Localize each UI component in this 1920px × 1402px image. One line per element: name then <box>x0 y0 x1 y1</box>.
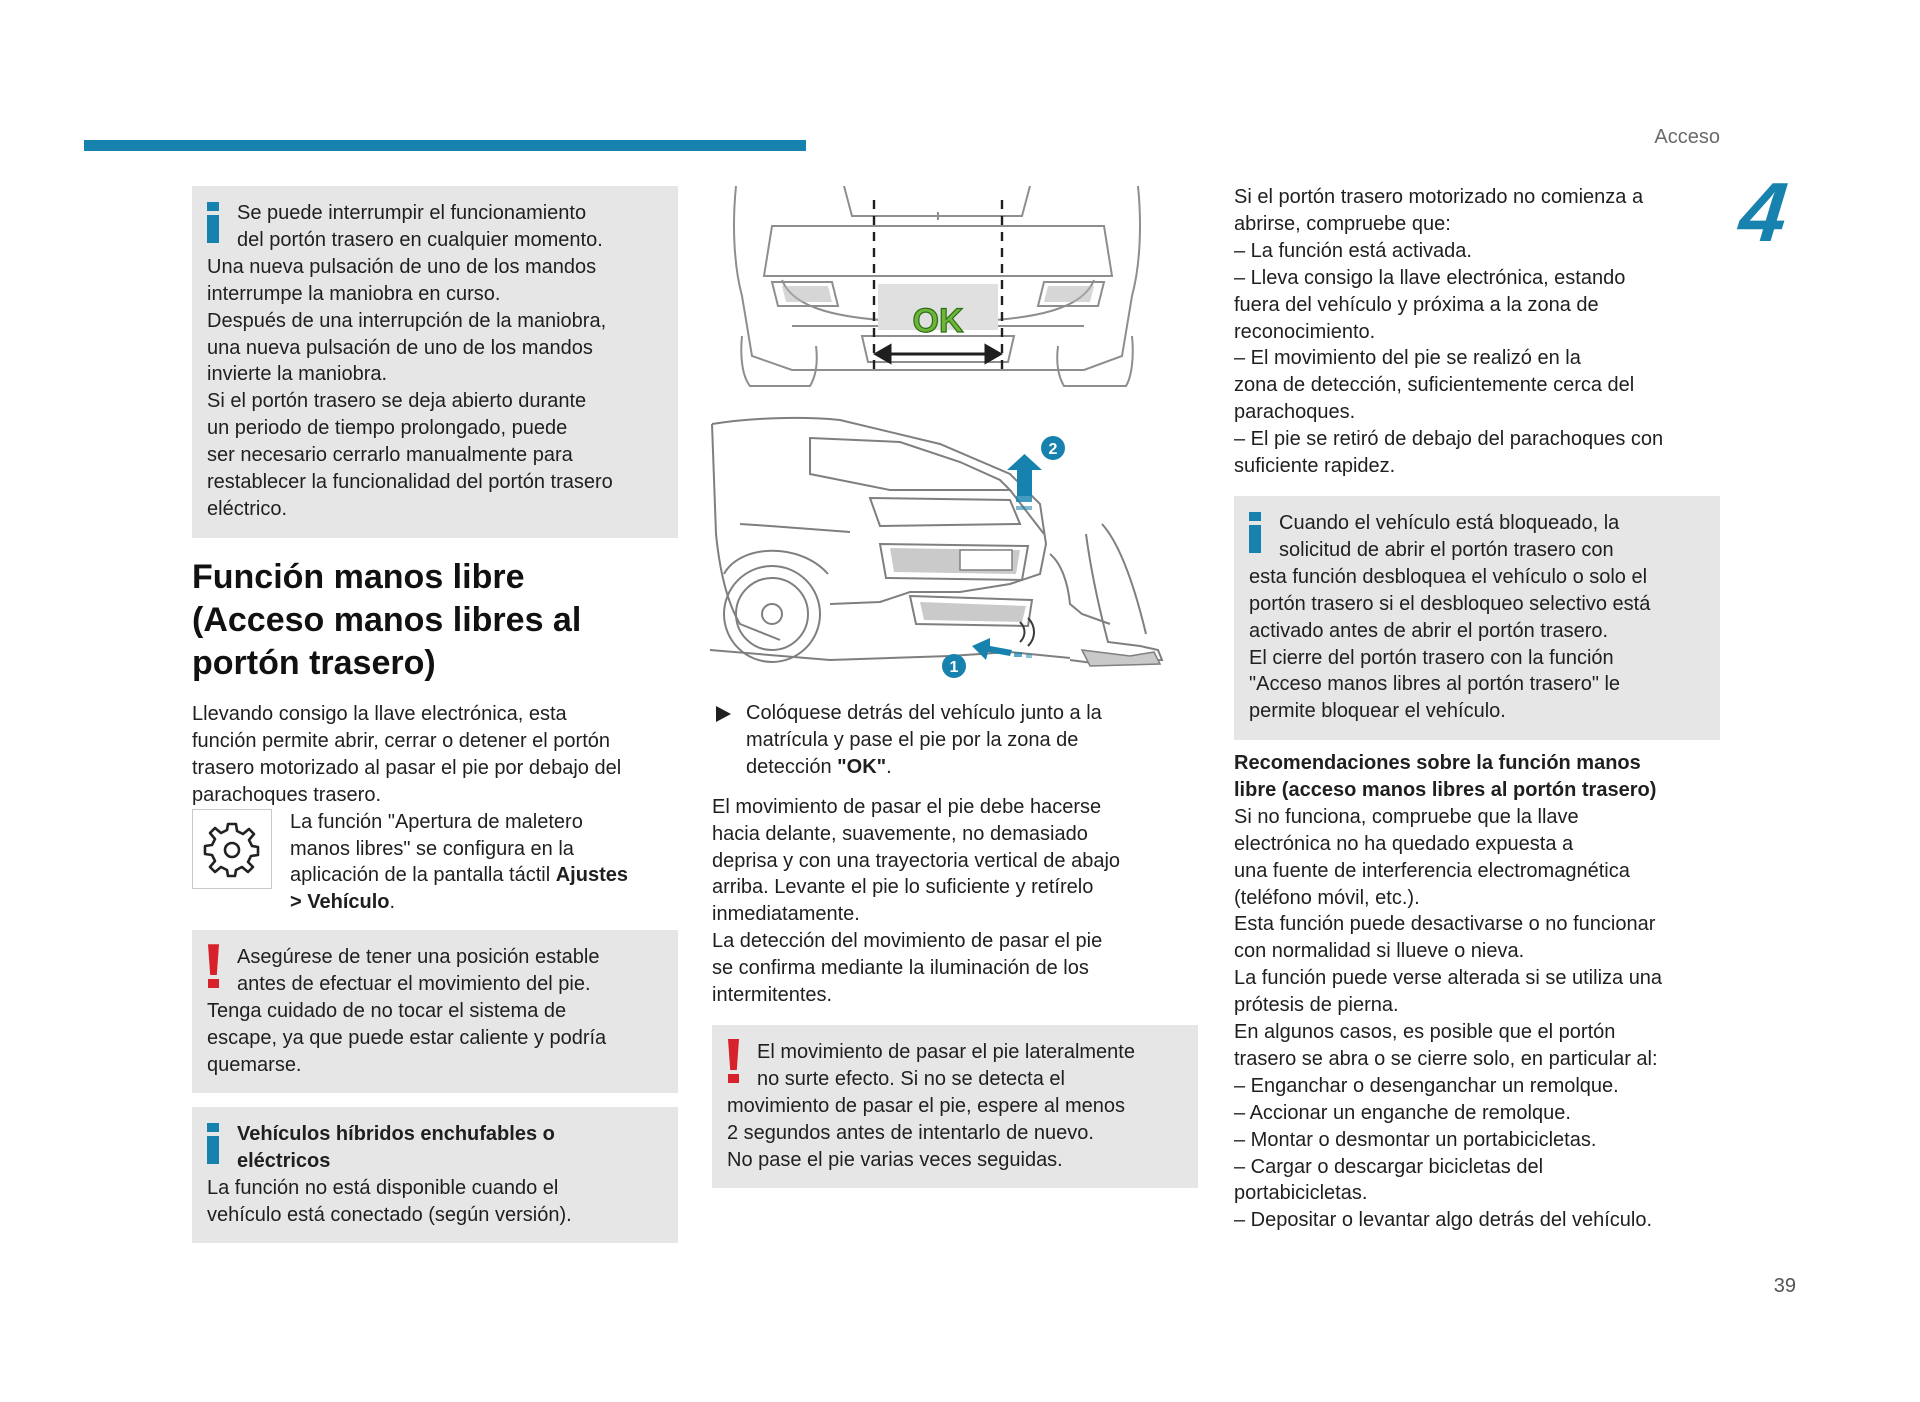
callout-1 <box>942 654 966 678</box>
info-icon <box>207 202 219 242</box>
svg-text:2: 2 <box>1048 441 1058 458</box>
info-box-interrupt: Se puede interrumpir el funcionamiento del portón trasero en cualquier momento. Una nueva pulsación de uno de los mandos interrumpe la maniobra en curso. Después de una interrupción de la maniobra, una nueva pulsación de uno de los mandos invierte la maniobra. Si el portón trasero se deja abierto durante un periodo de tiempo prolongado, puede ser necesario cerrarlo manualmente para restablecer la funcionalidad del portón trasero eléctrico. <box>192 186 678 538</box>
info-box-locking: Cuando el vehículo está bloqueado, la solicitud de abrir el portón trasero con esta función desbloquea el vehículo o solo el portón trasero si el desbloqueo selectivo está activado antes de abrir el portón trasero. El cierre del portón trasero con la función "Acceso manos libres al portón trasero" le permite bloquear el vehículo. <box>1234 496 1720 740</box>
intro-paragraph: Llevando consigo la llave electrónica, esta función permite abrir, cerrar o detener el portón trasero motorizado al pasar el pie por debajo del parachoques trasero. <box>192 703 622 806</box>
instruction-bullet: Colóquese detrás del vehículo junto a la matrícula y pase el pie por la zona de detección "OK". <box>712 700 1198 781</box>
right-column <box>1234 184 1720 1234</box>
settings-note: La función "Apertura de maletero manos libres" se configura en la aplicación de la pantalla táctil Ajustes > Vehículo. <box>192 809 678 917</box>
checks-paragraph: Si el portón trasero motorizado no comienza a abrirse, compruebe que: – La función está activada. – Lleva consigo la llave electrónica, estando fuera del vehículo y próxima a la zona de reconocimiento. – El movimiento del pie se realizó en la zona de detección, suficientemente cerca del parachoques. – El pie se retiró de debajo del parachoques con suficiente rapidez. <box>1234 186 1664 478</box>
gear-icon <box>193 810 271 888</box>
warning-box-stability: Asegúrese de tener una posición estable antes de efectuar el movimiento del pie. Tenga cuidado de no tocar el sistema de escape, ya que puede estar caliente y podría quemarse. <box>192 930 678 1093</box>
info-icon <box>207 1123 219 1163</box>
header-rule <box>84 140 806 151</box>
recommendations-title: Recomendaciones sobre la función manos <box>1234 751 1641 774</box>
rear-view-illustration <box>712 186 1164 392</box>
warning-icon <box>726 1039 740 1085</box>
middle-column <box>712 700 1198 1188</box>
foot-gesture-illustration <box>710 414 1168 684</box>
arrow-bullet-icon <box>716 706 731 722</box>
info-icon <box>1249 512 1261 552</box>
info-box-hybrid: Vehículos híbridos enchufables o eléctricos La función no está disponible cuando el vehículo está conectado (según versión). <box>192 1107 678 1243</box>
page-number: 39 <box>1773 1275 1796 1297</box>
warning-box-lateral: El movimiento de pasar el pie lateralmente no surte efecto. Si no se detecta el movimiento de pasar el pie, espere al menos 2 segundos antes de intentarlo de nuevo. No pase el pie varias veces seguidas. <box>712 1025 1198 1188</box>
movement-paragraph: El movimiento de pasar el pie debe hacerse hacia delante, suavemente, no demasiado deprisa y con una trayectoria vertical de abajo arriba. Levante el pie lo suficiente y retírelo inmediatamente. La detección del movimiento de pasar el pie se confirma mediante la iluminación de los intermitentes. <box>712 795 1121 1007</box>
gear-icon-frame <box>192 809 272 889</box>
ok-label: OK <box>912 302 964 340</box>
warning-icon <box>206 944 220 990</box>
left-column <box>192 186 678 1243</box>
svg-text:1: 1 <box>949 659 959 676</box>
recommendations: Recomendaciones sobre la función manos libre (acceso manos libres al portón trasero) Si no funciona, compruebe que la llave electrónica no ha quedado expuesta a una fuente de interferencia electromagnética (teléfono móvil, etc.). Esta función puede desactivarse o no funcionar con normalidad si llueve o nieva. La función puede verse alterada si se utiliza una prótesis de pierna. En algunos casos, es posible que el portón trasero se abra o se cierre solo, en particular al: – Enganchar o desenganchar un remolque. – Accionar un enganche de remolque. – Montar o desmontar un portabicicletas. – Cargar o descargar bicicletas del portabicicletas. – Depositar o levantar algo detrás del vehículo. <box>1234 750 1720 1234</box>
section-title: Acceso <box>1654 126 1720 148</box>
callout-2 <box>1041 436 1065 460</box>
section-heading: Función manos libre (Acceso manos libres al portón trasero) <box>192 558 582 682</box>
chapter-number: 4 <box>1735 165 1792 259</box>
